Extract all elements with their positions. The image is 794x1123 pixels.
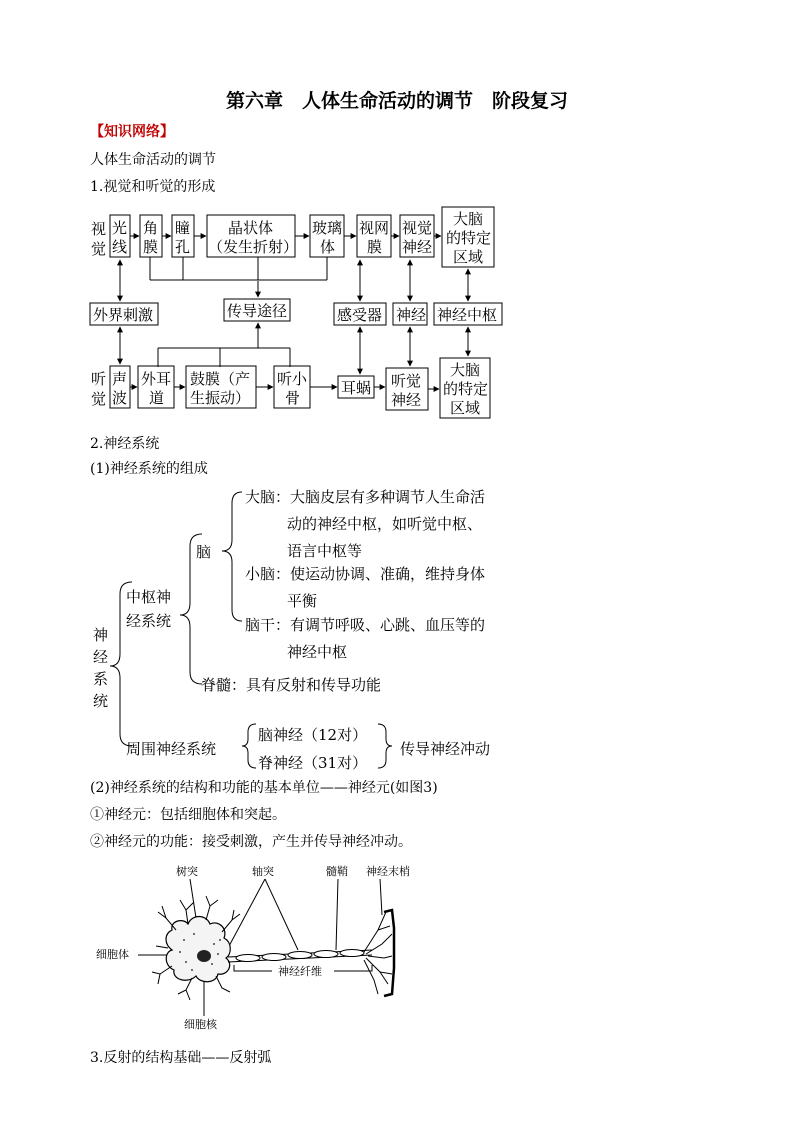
tree-brain: 脑 (196, 543, 212, 561)
vision-label-1: 视 (91, 220, 107, 238)
label-nucleus: 细胞核 (184, 1018, 217, 1031)
tree-peripheral: 周围神经系统 (126, 740, 217, 758)
box-vitreous-l1: 玻璃 (312, 219, 343, 237)
box-pupil-l1: 瞳 (175, 219, 191, 237)
box-retina-l1: 视网 (359, 219, 390, 237)
box-receptor-text: 感受器 (337, 306, 383, 324)
neuron-point-1: ①神经元：包括细胞体和突起。 (90, 807, 286, 823)
box-light-l1: 光 (112, 219, 128, 237)
nucleus (197, 950, 211, 962)
box-lens-l1: 晶状体 (228, 219, 274, 237)
box-vitreous-l2: 体 (320, 238, 336, 256)
heading-reflex-arc: 3.反射的结构基础——反射弧 (90, 1050, 272, 1066)
box-optic-nerve-l1: 视觉 (402, 219, 433, 237)
heading-composition: (1)神经系统的组成 (90, 461, 208, 477)
box-lens-l2: （发生折射） (208, 238, 299, 256)
box-brain-vision-l1: 大脑 (453, 210, 484, 228)
box-brain-hearing-l2: 的特定 (443, 380, 489, 398)
box-ossicles-l2: 骨 (285, 389, 301, 407)
tree-cerebrum-2: 动的神经中枢，如听觉中枢、 (287, 515, 483, 533)
box-eardrum-l2: 生振动） (190, 389, 251, 407)
heading-vision-hearing: 1.视觉和听觉的形成 (90, 179, 216, 195)
box-brain-hearing-l3: 区域 (450, 399, 481, 417)
tree-function: 传导神经冲动 (400, 740, 491, 758)
vision-label-2: 觉 (91, 240, 107, 258)
box-brain-vision-l3: 区域 (453, 248, 484, 266)
box-cornea-l2: 膜 (143, 238, 159, 256)
heading-nervous-system: 2.神经系统 (90, 436, 160, 452)
box-ear-canal-l2: 道 (149, 389, 165, 407)
hearing-label-2: 觉 (91, 390, 107, 408)
box-brain-vision-l2: 的特定 (446, 229, 492, 247)
hearing-label-1: 听 (91, 370, 107, 388)
label-dendrite: 树突 (176, 865, 198, 878)
tree-brainstem-1: 脑干：有调节呼吸、心跳、血压等的 (245, 616, 486, 634)
tree-cerebellum-2: 平衡 (287, 592, 318, 610)
label-axon: 轴突 (252, 865, 274, 878)
box-cochlea-text: 耳蜗 (341, 379, 372, 397)
heading-neuron: (2)神经系统的结构和功能的基本单位——神经元(如图3) (90, 780, 438, 796)
box-light-l2: 线 (112, 238, 128, 256)
box-center-text: 神经中枢 (437, 306, 498, 324)
box-auditory-nerve-l1: 听觉 (391, 372, 422, 390)
intro-line: 人体生命活动的调节 (90, 152, 216, 168)
page-title: 第六章 人体生命活动的调节 阶段复习 (225, 90, 568, 112)
cell-body-outline (166, 917, 230, 982)
section-heading: 【知识网络】 (90, 124, 174, 140)
tree-cerebrum-3: 语言中枢等 (287, 542, 363, 560)
box-sound-l2: 波 (112, 389, 128, 407)
tree-root-4: 统 (93, 692, 109, 710)
box-optic-nerve-l2: 神经 (402, 238, 433, 256)
tree-spinal-nerves: 脊神经（31对） (258, 754, 368, 772)
tree-root-2: 经 (93, 648, 109, 666)
box-retina-l2: 膜 (367, 238, 383, 256)
tree-root-1: 神 (93, 626, 109, 644)
box-pupil-l2: 孔 (175, 238, 191, 256)
box-eardrum-l1: 鼓膜（产 (190, 370, 251, 388)
tree-brainstem-2: 神经中枢 (287, 643, 348, 661)
box-ossicles-l1: 听小 (277, 370, 308, 388)
tree-central-1: 中枢神 (126, 588, 172, 606)
neuron-point-2: ②神经元的功能：接受刺激，产生并传导神经冲动。 (90, 834, 412, 850)
tree-cranial-nerves: 脑神经（12对） (258, 726, 368, 744)
tree-cerebellum-1: 小脑：使运动协调、准确，维持身体 (245, 565, 486, 583)
tree-root-3: 系 (93, 670, 109, 688)
box-sound-l1: 声 (112, 370, 128, 388)
box-nerve-text: 神经 (396, 306, 427, 324)
box-brain-hearing-l1: 大脑 (450, 361, 481, 379)
label-cell-body: 细胞体 (96, 948, 129, 961)
box-stimulus-text: 外界刺激 (93, 306, 154, 324)
label-fiber: 神经纤维 (278, 965, 322, 978)
box-pathway-text: 传导途径 (227, 302, 288, 320)
box-auditory-nerve-l2: 神经 (391, 391, 422, 409)
tree-central-2: 经系统 (126, 612, 172, 630)
box-cornea-l1: 角 (143, 219, 159, 237)
box-ear-canal-l1: 外耳 (141, 370, 172, 388)
label-myelin: 髓鞘 (326, 865, 348, 878)
tree-spinal-cord: 脊髓：具有反射和传导功能 (201, 676, 382, 694)
tree-cerebrum-1: 大脑：大脑皮层有多种调节人生命活 (245, 488, 486, 506)
label-terminal: 神经末梢 (366, 865, 410, 878)
